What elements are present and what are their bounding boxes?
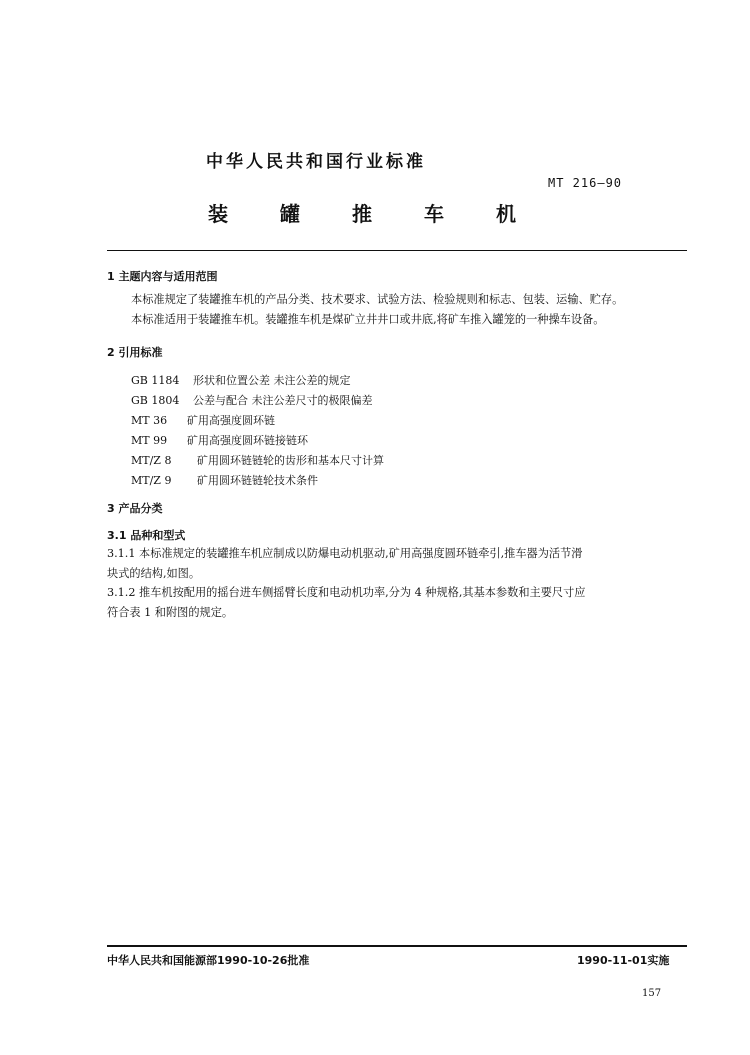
- reference-code: MT 36: [131, 414, 168, 427]
- clause-3-1-2-line-1: 3.1.2 推车机按配用的摇台进车侧摇臂长度和电动机功率,分为 4 种规格,其基本参数和主要尺寸应: [107, 586, 586, 599]
- reference-item: [131, 472, 318, 488]
- reference-item: [131, 452, 384, 468]
- reference-code: MT/Z 9: [131, 474, 172, 487]
- section-1-heading: 1 主题内容与适用范围: [107, 270, 218, 283]
- reference-item: [131, 432, 308, 448]
- approval-statement: 中华人民共和国能源部1990-10-26批准: [107, 954, 310, 967]
- title-char: 车: [424, 202, 444, 226]
- reference-title: 矿用圆环链链轮的齿形和基本尺寸计算: [197, 454, 384, 467]
- reference-code: GB 1804: [131, 394, 180, 407]
- standard-number: MT 216—90: [548, 176, 623, 190]
- title-char: 机: [496, 202, 516, 226]
- reference-title: 矿用圆环链链轮技术条件: [197, 474, 318, 487]
- reference-item: [131, 412, 275, 428]
- reference-item: [131, 372, 351, 388]
- reference-title: 矿用高强度圆环链接链环: [187, 434, 308, 447]
- header-category: 中华人民共和国行业标准: [206, 152, 426, 172]
- reference-title: 公差与配合 未注公差尺寸的极限偏差: [193, 394, 373, 407]
- section-3-heading: 3 产品分类: [107, 502, 163, 515]
- title-char: 推: [352, 202, 372, 226]
- document-title: [208, 198, 516, 227]
- clause-3-1-1-line-2: 块式的结构,如图。: [107, 567, 201, 580]
- section-3-1-heading: 3.1 品种和型式: [107, 529, 186, 542]
- clause-3-1-2-line-2: 符合表 1 和附图的规定。: [107, 606, 234, 619]
- clause-3-1-1-line-1: 3.1.1 本标准规定的装罐推车机应制成以防爆电动机驱动,矿用高强度圆环链牵引,推车器为活节滑: [107, 547, 583, 560]
- section-1-para-1: 本标准规定了装罐推车机的产品分类、技术要求、试验方法、检验规则和标志、包装、运输、贮存。: [131, 293, 624, 306]
- reference-item: [131, 392, 373, 408]
- reference-code: MT 99: [131, 434, 168, 447]
- section-1-para-2: 本标准适用于装罐推车机。装罐推车机是煤矿立井井口或井底,将矿车推入罐笼的一种操车设备。: [131, 313, 605, 326]
- effective-date: 1990-11-01实施: [577, 954, 670, 967]
- reference-code: MT/Z 8: [131, 454, 172, 467]
- title-char: 罐: [280, 202, 300, 226]
- title-char: 装: [208, 202, 228, 226]
- section-2-heading: 2 引用标准: [107, 346, 163, 359]
- reference-code: GB 1184: [131, 374, 180, 387]
- page-number: 157: [642, 988, 662, 999]
- reference-title: 形状和位置公差 未注公差的规定: [193, 374, 351, 387]
- reference-title: 矿用高强度圆环链: [187, 414, 275, 427]
- footer-rule: [107, 945, 687, 947]
- header-rule: [107, 250, 687, 251]
